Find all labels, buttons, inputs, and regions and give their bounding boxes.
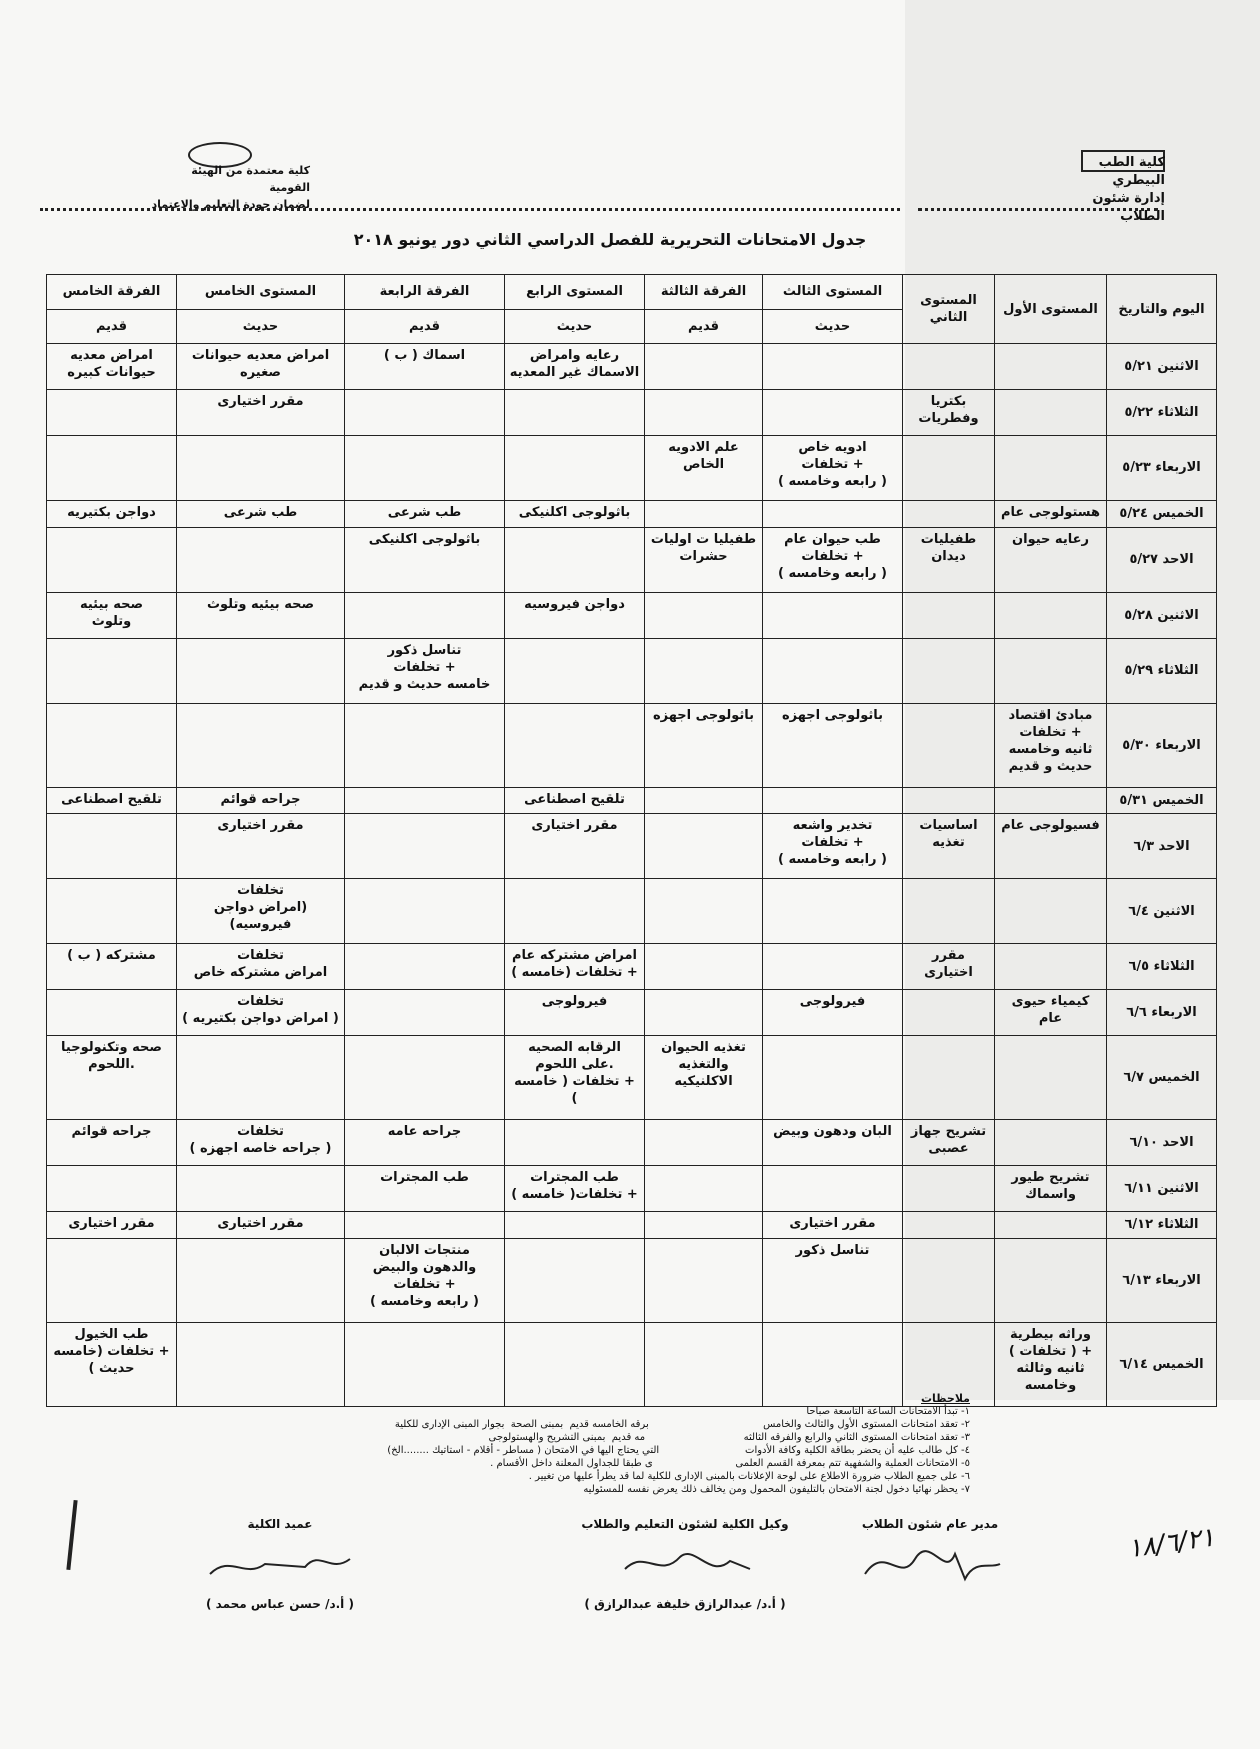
exam-cell: [903, 435, 995, 500]
exam-cell: صحه وتكنولوجيا .اللحوم: [47, 1036, 177, 1120]
exam-cell: [505, 703, 645, 787]
exam-cell: [903, 1036, 995, 1120]
column-subheader: حديث: [505, 309, 645, 344]
exam-cell: رعايه وامراض الاسماك غير المعديه: [505, 344, 645, 390]
header-left-line-2: لضمان جودة التعليم والاعتماد: [151, 198, 310, 211]
column-subheader: قديم: [345, 309, 505, 344]
exam-cell: [645, 879, 763, 944]
exam-cell: [763, 592, 903, 638]
exam-cell: [345, 389, 505, 435]
exam-cell: مقرر اختيارى: [177, 814, 345, 879]
table-row: [47, 1238, 1217, 1322]
exam-cell: امراض مشتركه عام + تخلفات (خامسه ): [505, 944, 645, 990]
exam-cell: [995, 787, 1107, 814]
exam-cell: [47, 435, 177, 500]
exam-cell: جراحه قوائم: [47, 1120, 177, 1166]
exam-cell: تناسل ذكور: [763, 1238, 903, 1322]
exam-cell: مقرر اختيارى: [763, 1211, 903, 1238]
day-date-cell: الثلاثاء ٦/١٢: [1107, 1211, 1217, 1238]
exam-cell: [995, 1211, 1107, 1238]
exam-cell: [177, 527, 345, 592]
exam-cell: [47, 879, 177, 944]
day-date-cell: الاربعاء ٥/٢٣: [1107, 435, 1217, 500]
exam-cell: [645, 1166, 763, 1212]
exam-cell: اسماك ( ب ): [345, 344, 505, 390]
exam-cell: اساسيات تغذيه: [903, 814, 995, 879]
table-row: [47, 389, 1217, 435]
day-date-cell: الاحد ٦/١٠: [1107, 1120, 1217, 1166]
table-row: [47, 638, 1217, 703]
signature-role: وكيل الكلية لشئون التعليم والطلاب: [581, 1517, 789, 1531]
column-header: المستوى الأول: [995, 275, 1107, 344]
note-item: ٤- كل طالب عليه أن يحضر بطاقة الكلية وكافة الأدوات التي يحتاج اليها في الامتحان ( مساطر - أقلام - استاتيك ........الخ): [387, 1445, 970, 1456]
exam-cell: [177, 1166, 345, 1212]
day-date-cell: الاربعاء ٥/٣٠: [1107, 703, 1217, 787]
exam-cell: [505, 435, 645, 500]
exam-cell: [903, 344, 995, 390]
table-row: [47, 944, 1217, 990]
column-subheader: قديم: [47, 309, 177, 344]
table-row: [47, 814, 1217, 879]
exam-cell: صحه بيئيه وتلوث: [47, 592, 177, 638]
table-row: [47, 703, 1217, 787]
column-header: الفرقة الثالثة: [645, 275, 763, 310]
day-date-cell: الثلاثاء ٥/٢٢: [1107, 389, 1217, 435]
day-date-cell: الاربعاء ٦/٦: [1107, 990, 1217, 1036]
exam-cell: [505, 527, 645, 592]
exam-cell: [47, 814, 177, 879]
exam-cell: [763, 787, 903, 814]
exam-cell: [763, 879, 903, 944]
exam-cell: [763, 1166, 903, 1212]
exam-cell: مقرر اختيارى: [177, 1211, 345, 1238]
exam-cell: مقرر اختيارى: [47, 1211, 177, 1238]
exam-cell: باثولوجى اكلنيكى: [345, 527, 505, 592]
signature-scribble-icon: [610, 1539, 760, 1589]
exam-cell: [47, 1238, 177, 1322]
exam-cell: كيمياء حيوى عام: [995, 990, 1107, 1036]
exam-cell: [995, 389, 1107, 435]
column-header: المستوى الثالث: [763, 275, 903, 310]
signature-scribble-icon: [205, 1539, 355, 1589]
exam-cell: [177, 703, 345, 787]
exam-cell: هستولوجى عام: [995, 500, 1107, 527]
handwritten-date: [1105, 1490, 1215, 1585]
header-right-line-1: كلية الطب البيطري: [1098, 155, 1165, 188]
notes: [290, 1392, 970, 1496]
exam-cell: تشريح جهاز عصبى: [903, 1120, 995, 1166]
note-item: ٦- على جميع الطلاب ضرورة الاطلاع على لوحة الإعلانات بالمبنى الإدارى للكلية لما قد يطرأ عليها من تغيير .: [528, 1471, 970, 1482]
exam-cell: طب الخيول + تخلفات (خامسه حديث ): [47, 1322, 177, 1406]
exam-cell: [505, 879, 645, 944]
exam-cell: امراض معديه حيوانات صغيره: [177, 344, 345, 390]
exam-cell: رعايه حيوان: [995, 527, 1107, 592]
day-date-cell: الخميس ٥/٢٤: [1107, 500, 1217, 527]
column-header: الفرقة الرابعة: [345, 275, 505, 310]
table-row: [47, 879, 1217, 944]
exam-cell: ادويه خاص + تخلفات ( رابعه وخامسه ): [763, 435, 903, 500]
day-date-cell: الاربعاء ٦/١٣: [1107, 1238, 1217, 1322]
exam-cell: جراحه عامه: [345, 1120, 505, 1166]
exam-cell: طب المجترات + تخلفات( خامسه ): [505, 1166, 645, 1212]
exam-cell: فسيولوجى عام: [995, 814, 1107, 879]
exam-cell: [345, 944, 505, 990]
exam-cell: [995, 944, 1107, 990]
signature-student-affairs: [840, 1515, 1020, 1595]
signature-role: مدير عام شئون الطلاب: [861, 1517, 999, 1531]
exam-cell: فيرولوجى: [763, 990, 903, 1036]
exam-cell: تخلفات ( امراض دواجن بكتيريه ): [177, 990, 345, 1036]
exam-cell: تلقيح اصطناعى: [47, 787, 177, 814]
exam-cell: [763, 1036, 903, 1120]
divider: [918, 208, 1158, 217]
exam-cell: [903, 879, 995, 944]
exam-cell: تخلفات امراض مشتركه خاص: [177, 944, 345, 990]
exam-cell: [505, 1238, 645, 1322]
exam-cell: [47, 389, 177, 435]
signature-role: عميد الكلية: [247, 1517, 313, 1531]
exam-cell: [177, 435, 345, 500]
exam-cell: [505, 1120, 645, 1166]
exam-cell: تخلفات ( جراحه خاصه اجهزه ): [177, 1120, 345, 1166]
exam-cell: [505, 1211, 645, 1238]
exam-cell: [645, 592, 763, 638]
exam-cell: [995, 1120, 1107, 1166]
note-item: ٢- تعقد امتحانات المستوى الأول والثالث والخامس برقه الخامسه قديم بمبنى الصحة بجوار المبنى الإدارى للكلية: [394, 1419, 970, 1430]
exam-cell: [345, 435, 505, 500]
exam-cell: [995, 344, 1107, 390]
day-date-cell: الاثنين ٥/٢٨: [1107, 592, 1217, 638]
table-row: [47, 1036, 1217, 1120]
handwritten-date-text: ١٨/٦/٢١: [1125, 1522, 1217, 1565]
exam-cell: [645, 389, 763, 435]
note-item: ٧- يحظر نهائيا دخول لجنة الامتحان بالتليفون المحمول ومن يخالف ذلك يعرض نفسه للمسئوليه: [583, 1484, 970, 1495]
exam-cell: تخلفات (امراض دواجن فيروسيه): [177, 879, 345, 944]
signature-dean: [180, 1515, 380, 1613]
exam-cell: مقرر اختيارى: [177, 389, 345, 435]
exam-cell: البان ودهون وبيض: [763, 1120, 903, 1166]
exam-cell: تغذيه الحيوان والتغذيه الاكلنيكيه: [645, 1036, 763, 1120]
header-right-line-2: إدارة شئون الطلاب: [1092, 191, 1165, 224]
exam-cell: باثولوجى اجهزه: [645, 703, 763, 787]
exam-cell: باثولوجى اجهزه: [763, 703, 903, 787]
day-date-cell: الاحد ٥/٢٧: [1107, 527, 1217, 592]
exam-cell: [995, 1036, 1107, 1120]
day-date-cell: الثلاثاء ٥/٢٩: [1107, 638, 1217, 703]
exam-cell: [903, 1211, 995, 1238]
exam-cell: طفيليات ديدان: [903, 527, 995, 592]
divider: [40, 208, 900, 217]
exam-cell: دواجن فيروسيه: [505, 592, 645, 638]
column-header: الفرقة الخامس: [47, 275, 177, 310]
signature-name: ( أ.د/ حسن عباس محمد ): [206, 1597, 354, 1611]
signature-vice-dean: [560, 1515, 810, 1613]
day-date-cell: الخميس ٦/٧: [1107, 1036, 1217, 1120]
exam-cell: [763, 344, 903, 390]
exam-cell: تخدير واشعه + تخلفات ( رابعه وخامسه ): [763, 814, 903, 879]
exam-cell: منتجات الالبان والدهون والبيض + تخلفات ( رابعه وخامسه ): [345, 1238, 505, 1322]
exam-cell: [47, 638, 177, 703]
table-row: [47, 1120, 1217, 1166]
table-row: [47, 787, 1217, 814]
exam-cell: دواجن بكتيريه: [47, 500, 177, 527]
pen-stroke: [66, 1500, 77, 1570]
exam-cell: [645, 1120, 763, 1166]
note-item: ٥- الامتحانات العملية والشفهية تتم بمعرفة القسم العلمى ى طبقا للجداول المعلنة داخل الأقسام .: [490, 1458, 970, 1469]
exam-cell: [903, 990, 995, 1036]
day-date-cell: الاثنين ٥/٢١: [1107, 344, 1217, 390]
exam-cell: [345, 1036, 505, 1120]
note-item: ١- تبدأ الامتحانات الساعة التاسعة صباحا: [806, 1406, 970, 1417]
exam-cell: [645, 814, 763, 879]
exam-cell: [345, 592, 505, 638]
exam-cell: [995, 435, 1107, 500]
day-date-cell: الاثنين ٦/٤: [1107, 879, 1217, 944]
exam-cell: [345, 814, 505, 879]
exam-cell: [903, 592, 995, 638]
exam-cell: [345, 787, 505, 814]
exam-cell: [345, 703, 505, 787]
exam-cell: مقرر اختيارى: [903, 944, 995, 990]
exam-cell: [763, 389, 903, 435]
exam-cell: علم الادويه الخاص: [645, 435, 763, 500]
exam-cell: [47, 527, 177, 592]
note-item: ٣- تعقد امتحانات المستوى الثاني والرابع والفرقه الثالثه مه قديم بمبنى التشريح والهستولوجى: [488, 1432, 970, 1443]
exam-cell: [763, 944, 903, 990]
exam-cell: [763, 500, 903, 527]
exam-cell: [995, 1238, 1107, 1322]
exam-cell: [645, 944, 763, 990]
table-row: [47, 344, 1217, 390]
day-date-cell: الثلاثاء ٦/٥: [1107, 944, 1217, 990]
table-row: [47, 1166, 1217, 1212]
exam-cell: بكتريا وفطريات: [903, 389, 995, 435]
exam-cell: [903, 1166, 995, 1212]
column-subheader: حديث: [763, 309, 903, 344]
exam-schedule-table: [46, 274, 1217, 1407]
exam-cell: [995, 592, 1107, 638]
day-date-cell: الاثنين ٦/١١: [1107, 1166, 1217, 1212]
exam-cell: تشريح طيور واسماك: [995, 1166, 1107, 1212]
exam-cell: تناسل ذكور + تخلفات خامسه حديث و قديم: [345, 638, 505, 703]
exam-cell: فيرولوجى: [505, 990, 645, 1036]
exam-cell: [345, 1211, 505, 1238]
day-date-cell: الخميس ٦/١٤: [1107, 1322, 1217, 1406]
exam-cell: باثولوجى اكلنيكى: [505, 500, 645, 527]
page-title: جدول الامتحانات التحريرية للفصل الدراسي الثاني دور يونيو ٢٠١٨: [353, 230, 867, 249]
exam-cell: [903, 703, 995, 787]
exam-cell: [995, 638, 1107, 703]
column-subheader: قديم: [645, 309, 763, 344]
table-row: [47, 1211, 1217, 1238]
column-header: المستوى الثاني: [903, 275, 995, 344]
exam-cell: [47, 990, 177, 1036]
exam-cell: [177, 638, 345, 703]
exam-cell: [645, 500, 763, 527]
exam-cell: طفيليا ت اوليات حشرات: [645, 527, 763, 592]
exam-cell: [645, 1238, 763, 1322]
exam-cell: [903, 787, 995, 814]
exam-cell: [645, 990, 763, 1036]
exam-cell: [645, 787, 763, 814]
column-header: اليوم والتاريخ: [1107, 275, 1217, 344]
exam-cell: طب شرعى: [177, 500, 345, 527]
header-left-line-1: كلية معتمدة من الهيئة القومية: [191, 164, 310, 194]
exam-cell: جراحه قوائم: [177, 787, 345, 814]
exam-cell: [47, 1166, 177, 1212]
column-subheader: حديث: [177, 309, 345, 344]
signature-scribble-icon: [855, 1539, 1005, 1589]
table-row: [47, 435, 1217, 500]
exam-cell: [903, 638, 995, 703]
exam-cell: امراض معديه حيوانات كبيره: [47, 344, 177, 390]
exam-cell: [995, 879, 1107, 944]
table-row: [47, 500, 1217, 527]
exam-cell: طب المجترات: [345, 1166, 505, 1212]
exam-cell: وراثه بيطرية + ( تخلفات ) ثانيه وثالثه وخامسه: [995, 1322, 1107, 1406]
table-row: [47, 527, 1217, 592]
exam-cell: مبادئ اقتصاد + تخلفات ثانيه وخامسه حديث و قديم: [995, 703, 1107, 787]
exam-cell: صحه بيئيه وتلوث: [177, 592, 345, 638]
exam-cell: [903, 500, 995, 527]
table-row: [47, 592, 1217, 638]
exam-cell: [177, 1238, 345, 1322]
exam-cell: [47, 703, 177, 787]
exam-cell: الرقابه الصحيه .على اللحوم + تخلفات ( خامسه ): [505, 1036, 645, 1120]
column-header: المستوى الرابع: [505, 275, 645, 310]
header-left: [150, 140, 310, 213]
signature-name: ( أ.د/ عبدالرازق خليفة عبدالرازق ): [584, 1597, 786, 1611]
table-row: [47, 990, 1217, 1036]
exam-cell: [345, 990, 505, 1036]
exam-cell: [645, 1211, 763, 1238]
exam-cell: تلقيح اصطناعى: [505, 787, 645, 814]
exam-cell: طب حيوان عام + تخلفات ( رابعه وخامسه ): [763, 527, 903, 592]
exam-cell: مقرر اختيارى: [505, 814, 645, 879]
exam-cell: [345, 879, 505, 944]
exam-cell: طب شرعى: [345, 500, 505, 527]
column-header: المستوى الخامس: [177, 275, 345, 310]
exam-cell: [645, 638, 763, 703]
exam-cell: [903, 1238, 995, 1322]
notes-title: ملاحظات: [921, 1392, 970, 1405]
exam-cell: [177, 1036, 345, 1120]
exam-cell: [505, 638, 645, 703]
exam-cell: مشتركه ( ب ): [47, 944, 177, 990]
day-date-cell: الخميس ٥/٣١: [1107, 787, 1217, 814]
exam-cell: [763, 638, 903, 703]
exam-cell: [645, 344, 763, 390]
exam-cell: [505, 389, 645, 435]
day-date-cell: الاحد ٦/٣: [1107, 814, 1217, 879]
